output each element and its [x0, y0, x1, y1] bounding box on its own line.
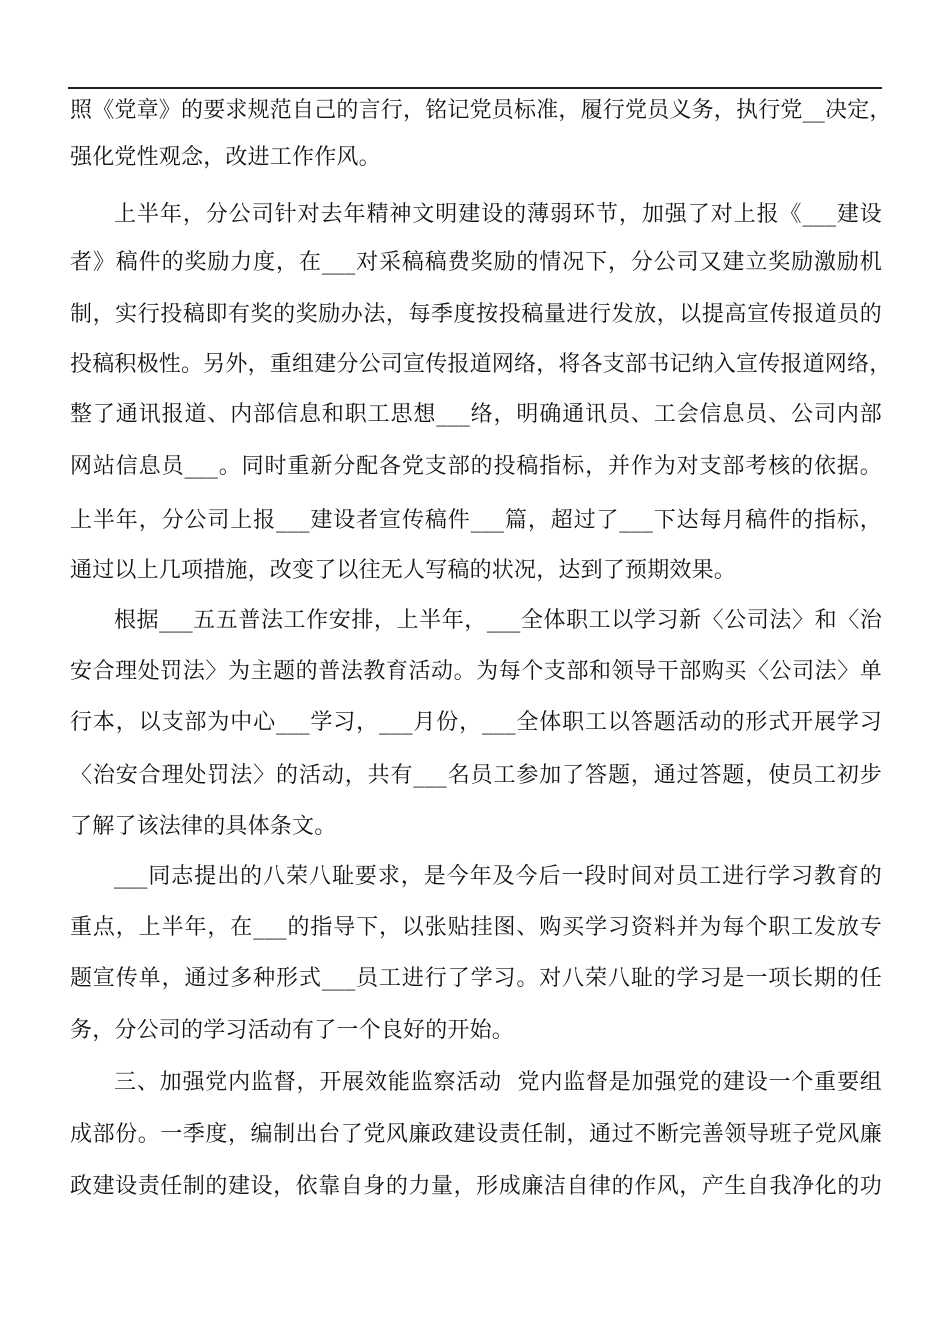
- text-line: 了解了该法律的具体条文。: [70, 814, 337, 839]
- text-line: 通过以上几项措施，改变了以往无人写稿的状况，达到了预期效果。: [70, 558, 737, 583]
- paragraph-first-line: 根据___五五普法工作安排，上半年，___全体职工以学习新〈公司法〉和〈治: [114, 608, 882, 633]
- text-line: 〈治安合理处罚法〉的活动，共有___名员工参加了答题，通过答题，使员工初步: [70, 763, 882, 788]
- text-line: 安合理处罚法〉为主题的普法教育活动。为每个支部和领导干部购买〈公司法〉单: [70, 659, 882, 684]
- text-line: 照《党章》的要求规范自己的言行，铭记党员标准，履行党员义务，执行党__决定，: [70, 98, 892, 123]
- text-line: 务，分公司的学习活动有了一个良好的开始。: [70, 1018, 515, 1043]
- text-line: 者》稿件的奖励力度，在___对采稿稿费奖励的情况下，分公司又建立奖励激励机: [70, 250, 882, 275]
- text-line: 题宣传单，通过多种形式___员工进行了学习。对八荣八耻的学习是一项长期的任: [70, 966, 882, 991]
- text-line: 上半年，分公司上报___建设者宣传稿件___篇，超过了___下达每月稿件的指标，: [70, 508, 882, 533]
- text-line: 强化党性观念，改进工作作风。: [70, 145, 381, 170]
- section-heading-line: 三、加强党内监督，开展效能监察活动 党内监督是加强党的建设一个重要组: [114, 1070, 882, 1095]
- paragraph-first-line: ___同志提出的八荣八耻要求，是今年及今后一段时间对员工进行学习教育的: [114, 864, 882, 889]
- text-line: 投稿积极性。另外，重组建分公司宣传报道网络，将各支部书记纳入宣传报道网络，: [70, 352, 892, 377]
- paragraph-first-line: 上半年，分公司针对去年精神文明建设的薄弱环节，加强了对上报《___建设: [114, 202, 882, 227]
- text-line: 政建设责任制的建设，依靠自身的力量，形成廉洁自律的作风，产生自我净化的功: [70, 1174, 882, 1199]
- text-line: 成部份。一季度，编制出台了党风廉政建设责任制，通过不断完善领导班子党风廉: [70, 1122, 882, 1147]
- text-line: 行本，以支部为中心___学习，___月份，___全体职工以答题活动的形式开展学习: [70, 710, 882, 735]
- text-line: 重点，上半年，在___的指导下，以张贴挂图、购买学习资料并为每个职工发放专: [70, 915, 882, 940]
- text-line: 网站信息员___。同时重新分配各党支部的投稿指标，并作为对支部考核的依据。: [70, 454, 882, 479]
- text-line: 整了通讯报道、内部信息和职工思想___络，明确通讯员、工会信息员、公司内部: [70, 402, 882, 427]
- text-line: 制，实行投稿即有奖的奖励办法，每季度按投稿量进行发放，以提高宣传报道员的: [70, 302, 882, 327]
- header-rule: [68, 87, 882, 89]
